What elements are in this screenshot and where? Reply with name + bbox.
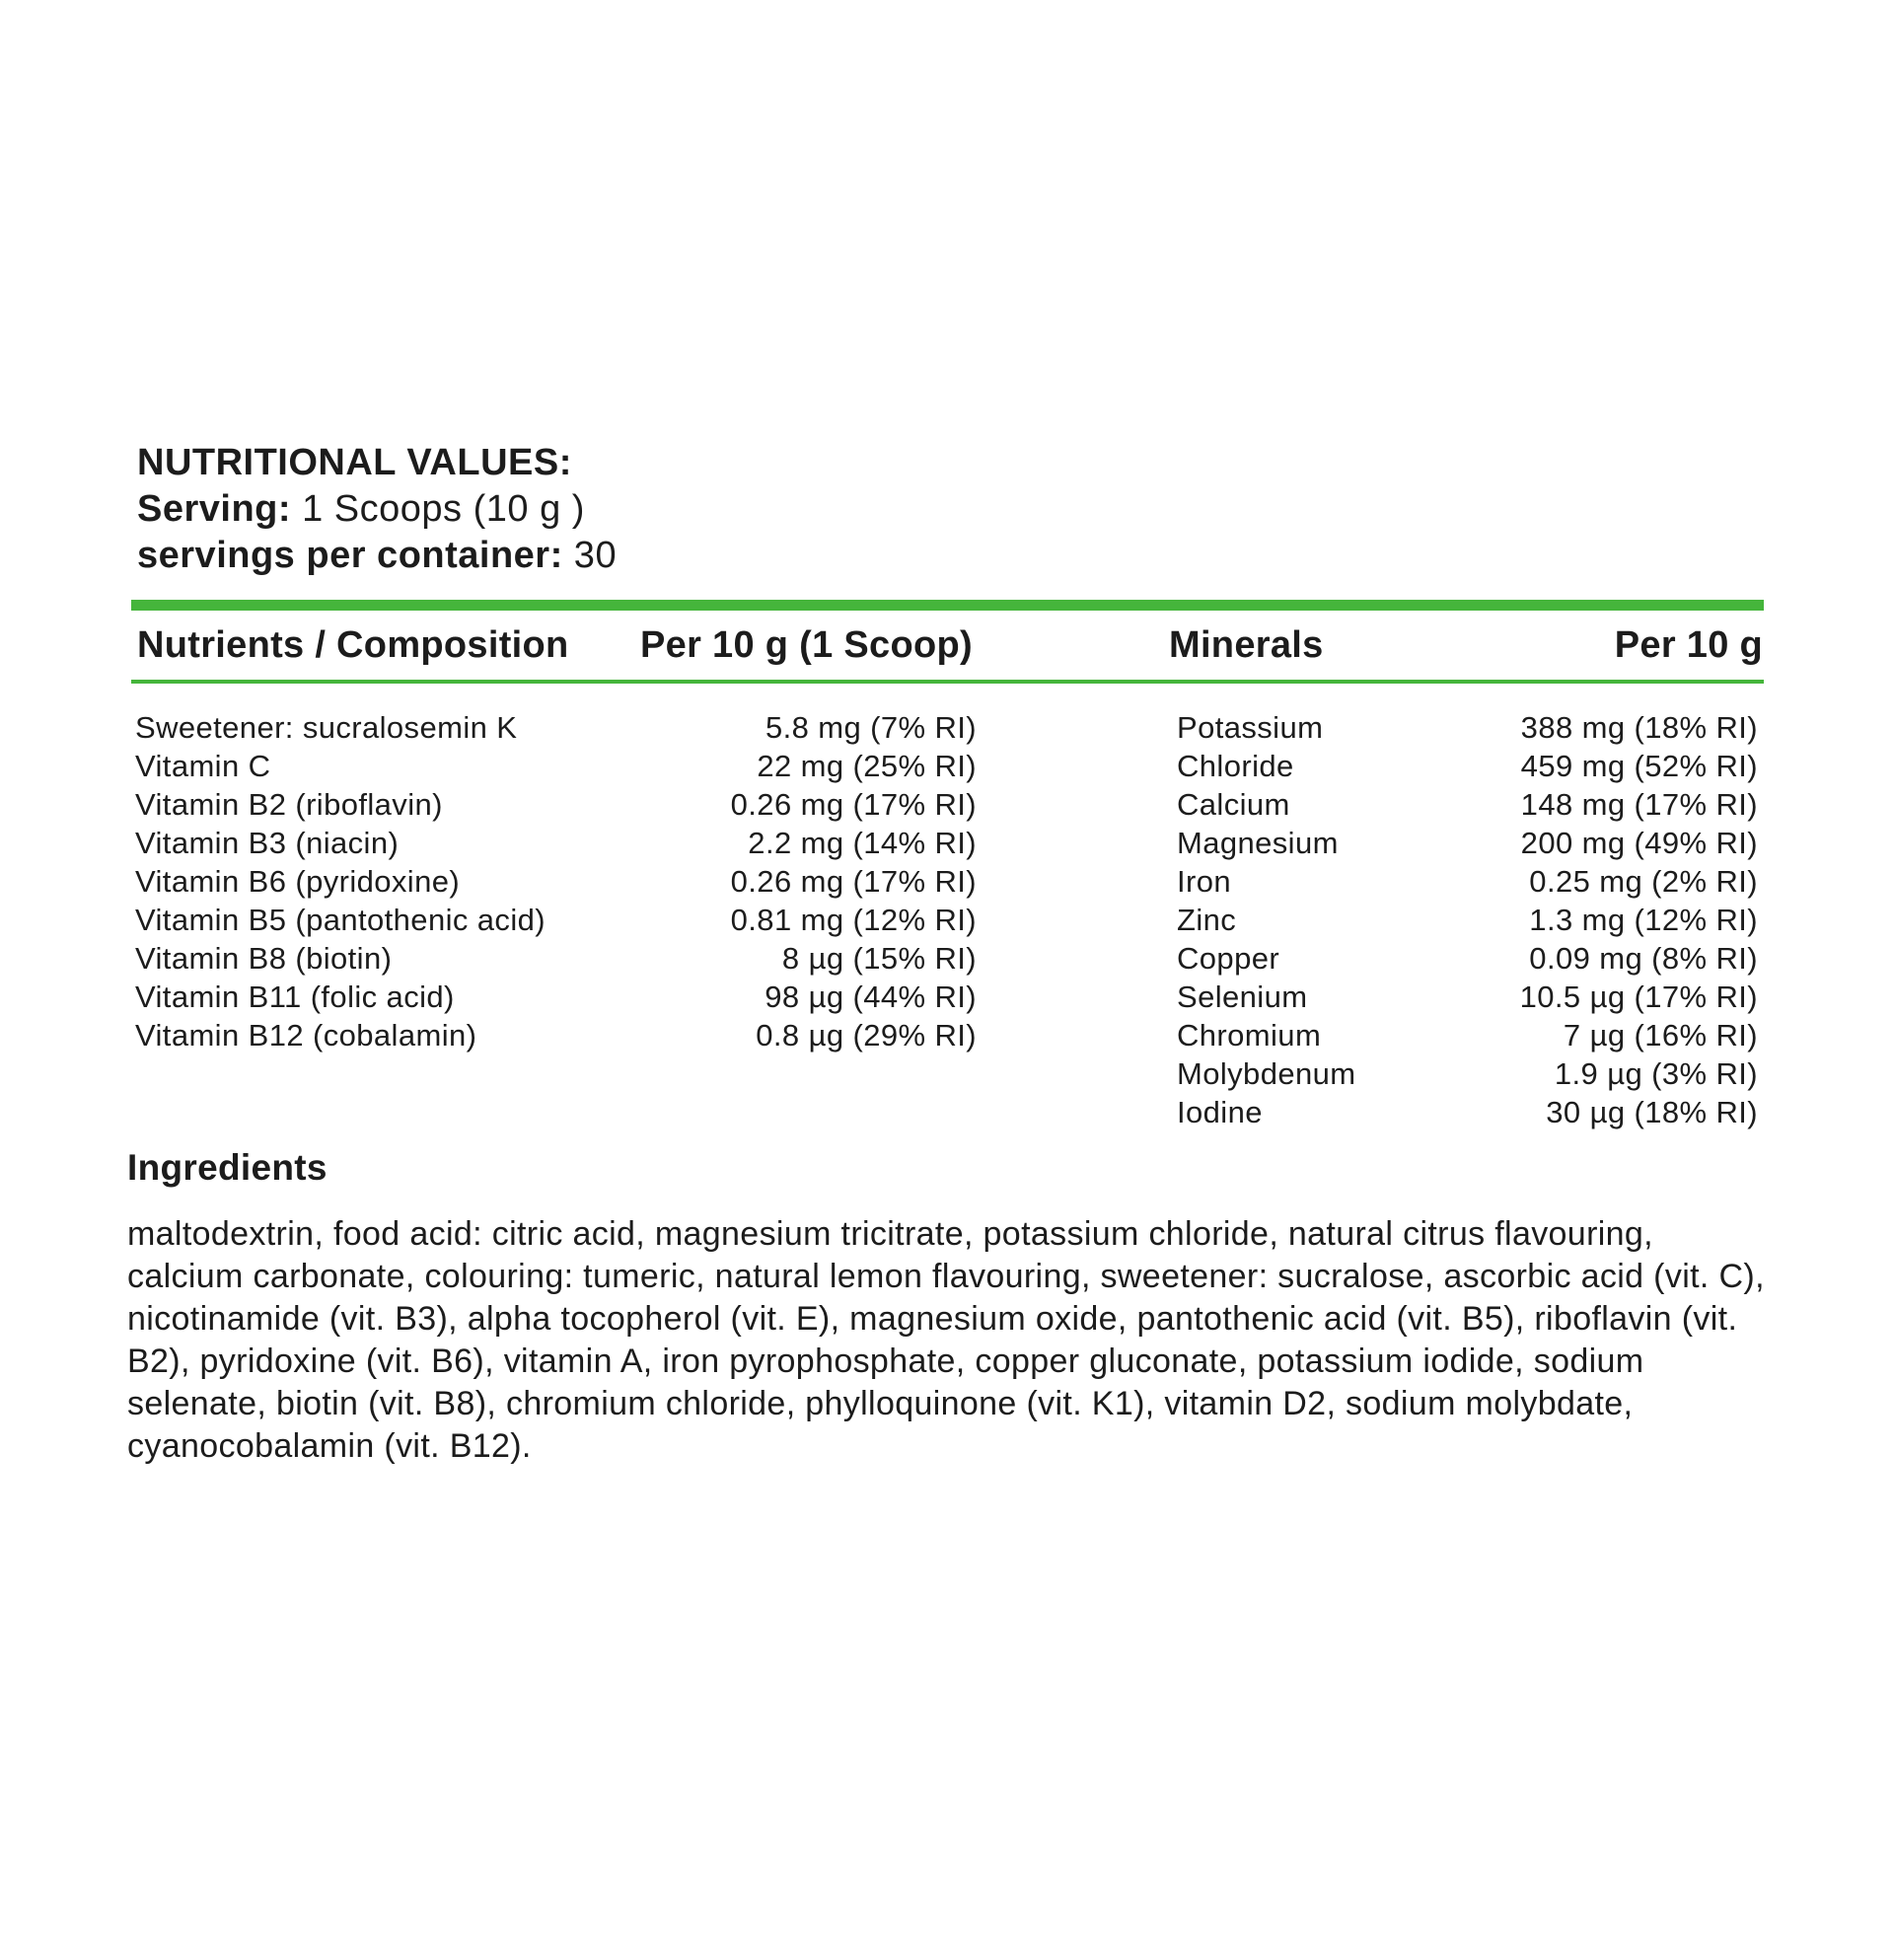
nutrient-name: Iron <box>1177 864 1232 899</box>
page-title: NUTRITIONAL VALUES: <box>137 442 572 483</box>
table-row <box>1177 862 1758 901</box>
nutrient-value: 148 mg (17% RI) <box>1520 787 1758 822</box>
nutrient-name: Chloride <box>1177 749 1294 783</box>
table-row <box>1177 901 1758 939</box>
nutrient-value: 0.26 mg (17% RI) <box>730 787 977 822</box>
table-row <box>135 978 977 1016</box>
column-header-nutrients: Nutrients / Composition <box>137 624 569 666</box>
table-row <box>1177 824 1758 862</box>
table-row <box>1177 978 1758 1016</box>
nutrient-value: 1.3 mg (12% RI) <box>1529 903 1758 937</box>
column-header-minerals: Minerals <box>1169 624 1324 666</box>
servings-value: 30 <box>562 535 618 576</box>
nutrient-name: Vitamin B8 (biotin) <box>135 941 393 976</box>
nutrient-value: 98 µg (44% RI) <box>765 980 977 1014</box>
nutrient-value: 388 mg (18% RI) <box>1520 710 1758 745</box>
nutrient-name: Iodine <box>1177 1095 1263 1129</box>
ingredients-title: Ingredients <box>127 1147 328 1188</box>
nutrient-value: 0.09 mg (8% RI) <box>1529 941 1758 976</box>
nutrition-header <box>137 440 617 579</box>
nutrient-value: 0.26 mg (17% RI) <box>730 864 977 899</box>
nutrient-name: Vitamin C <box>135 749 271 783</box>
nutrient-name: Calcium <box>1177 787 1290 822</box>
nutrient-name: Chromium <box>1177 1018 1322 1053</box>
table-row <box>1177 1093 1758 1131</box>
nutrient-name: Vitamin B6 (pyridoxine) <box>135 864 461 899</box>
column-header-per-10g: Per 10 g <box>1614 624 1763 666</box>
nutrient-name: Potassium <box>1177 710 1324 745</box>
table-row <box>135 939 977 978</box>
nutrients-table <box>135 708 977 1054</box>
serving-value: 1 Scoops (10 g ) <box>291 488 585 530</box>
nutrient-value: 30 µg (18% RI) <box>1546 1095 1758 1129</box>
nutrient-name: Zinc <box>1177 903 1237 937</box>
nutrient-value: 0.25 mg (2% RI) <box>1529 864 1758 899</box>
table-row <box>135 708 977 747</box>
nutrient-value: 0.81 mg (12% RI) <box>730 903 977 937</box>
minerals-table <box>1177 708 1758 1131</box>
nutrient-name: Vitamin B5 (pantothenic acid) <box>135 903 546 937</box>
ingredients-text: maltodextrin, food acid: citric acid, magnesium tricitrate, potassium chloride, natural citrus flavouring, calcium carbonate, colouring: tumeric, natural lemon flavouring, sweetener: sucralose, ascorbic acid (vit. C), nicotinamide (vit. B3), alpha tocopherol (vit. E), magnesium oxide, pantothenic acid (vit. B5), riboflavin (vit. B2), pyridoxine (vit. B6), vitamin A, iron pyrophosphate, copper gluconate, potassium iodide, sodium selenate, biotin (vit. B8), chromium chloride, phylloquinone (vit. K1), vitamin D2, sodium molybdate, cyanocobalamin (vit. B12). <box>127 1215 1765 1465</box>
nutrient-value: 459 mg (52% RI) <box>1520 749 1758 783</box>
table-row <box>135 862 977 901</box>
divider-top <box>131 600 1764 611</box>
table-row <box>135 824 977 862</box>
nutrient-name: Sweetener: sucralosemin K <box>135 710 518 745</box>
serving-size <box>137 486 617 533</box>
nutrient-name: Selenium <box>1177 980 1308 1014</box>
table-row <box>1177 747 1758 785</box>
nutrient-value: 200 mg (49% RI) <box>1520 826 1758 860</box>
nutrient-value: 0.8 µg (29% RI) <box>756 1018 977 1053</box>
table-row <box>1177 939 1758 978</box>
table-row <box>1177 785 1758 824</box>
nutrient-value: 10.5 µg (17% RI) <box>1519 980 1758 1014</box>
nutrient-value: 7 µg (16% RI) <box>1563 1018 1758 1053</box>
table-row <box>135 1016 977 1054</box>
table-row <box>1177 708 1758 747</box>
divider-header <box>131 680 1764 684</box>
table-row <box>135 901 977 939</box>
table-row <box>135 785 977 824</box>
nutrient-name: Vitamin B3 (niacin) <box>135 826 400 860</box>
nutrient-name: Molybdenum <box>1177 1056 1356 1091</box>
nutrient-name: Copper <box>1177 941 1280 976</box>
nutrient-value: 8 µg (15% RI) <box>781 941 977 976</box>
nutrient-name: Vitamin B12 (cobalamin) <box>135 1018 477 1053</box>
nutrient-value: 2.2 mg (14% RI) <box>748 826 977 860</box>
servings-label: servings per container: <box>137 535 563 576</box>
serving-label: Serving: <box>137 488 292 530</box>
servings-per-container <box>137 533 617 579</box>
column-header-per-scoop: Per 10 g (1 Scoop) <box>640 624 973 666</box>
nutrient-name: Magnesium <box>1177 826 1339 860</box>
nutrient-name: Vitamin B11 (folic acid) <box>135 980 455 1014</box>
nutrient-name: Vitamin B2 (riboflavin) <box>135 787 443 822</box>
nutrient-value: 22 mg (25% RI) <box>757 749 977 783</box>
table-row <box>135 747 977 785</box>
nutrient-value: 5.8 mg (7% RI) <box>765 710 977 745</box>
nutrient-value: 1.9 µg (3% RI) <box>1554 1056 1758 1091</box>
table-row <box>1177 1054 1758 1093</box>
table-row <box>1177 1016 1758 1054</box>
